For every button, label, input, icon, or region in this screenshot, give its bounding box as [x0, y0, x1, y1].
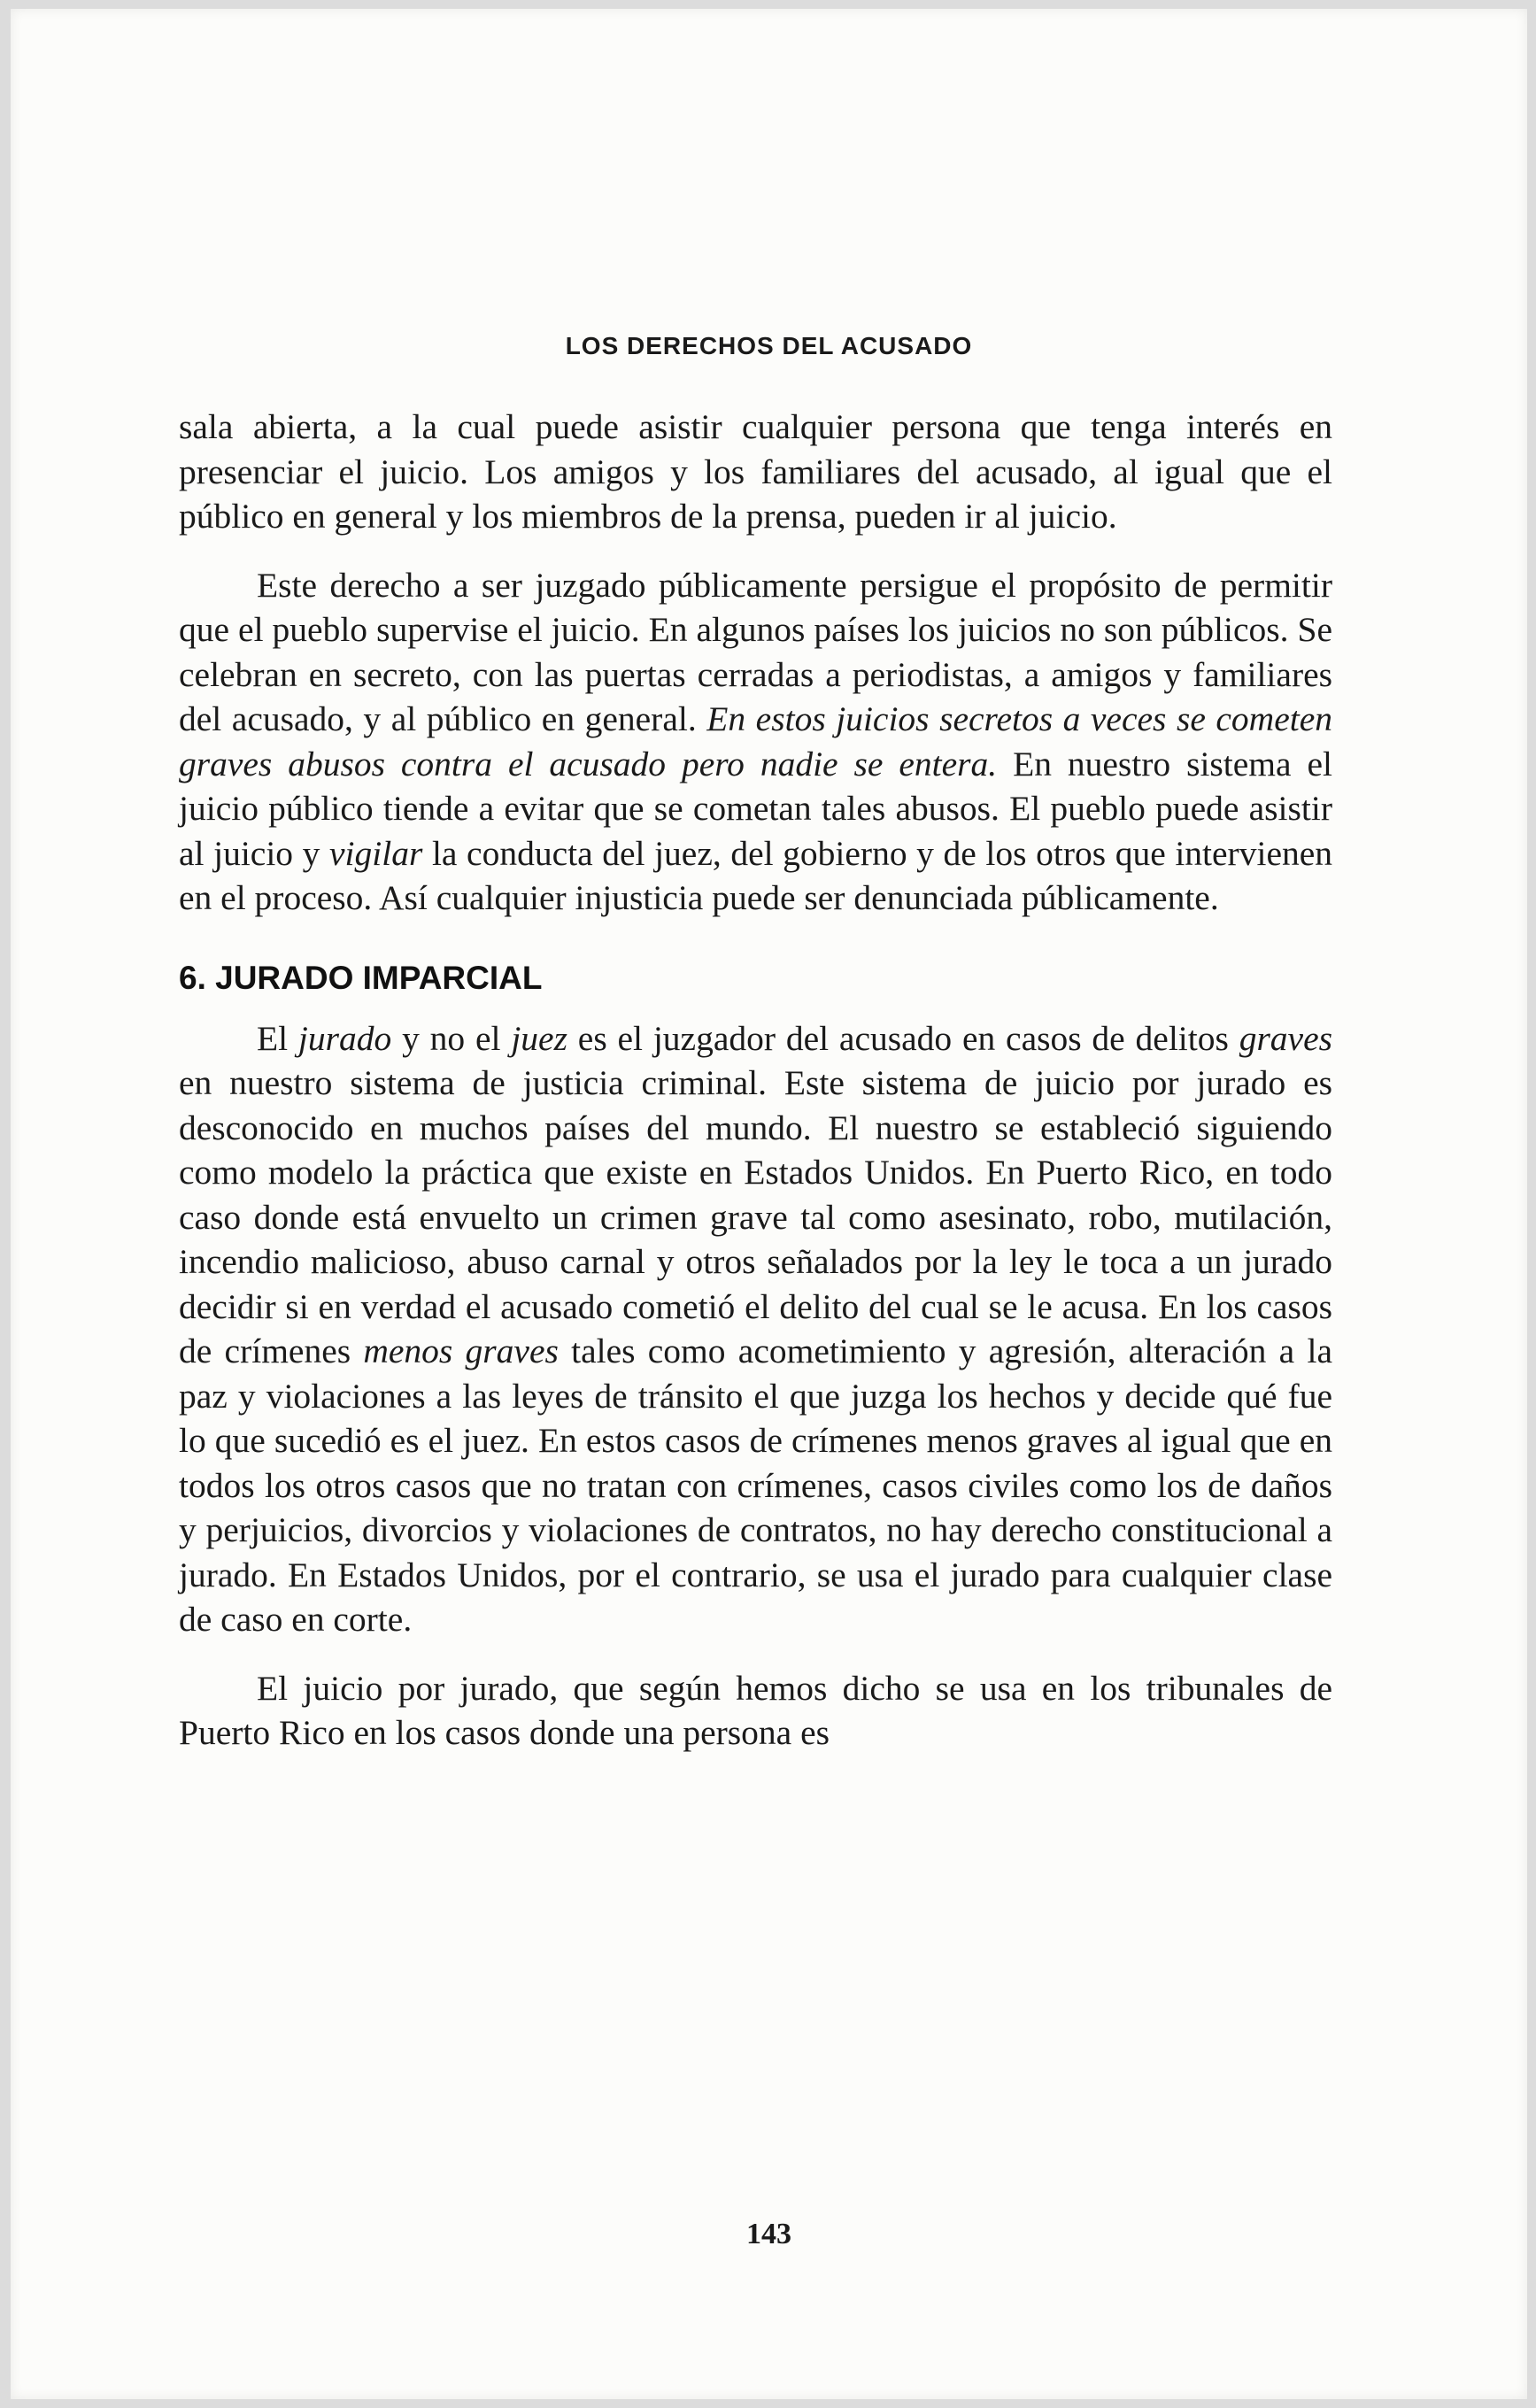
paragraph-2-text-a: Este derecho a ser juzgado públicamente persigue el propósito de permitir que el pueblo supervise el juicio. En algunos países los juicios no son públicos. Se celebran en secreto, con las puertas cerradas a periodistas, a amigos y familiares del acusado, y al público en general.: [179, 565, 1332, 738]
paragraph-3-italic-graves: graves: [1239, 1018, 1332, 1058]
paragraph-2-text-b: En nuestro sistema el juicio público tiende a evitar que se cometan tales abusos. El pueblo puede asistir al juicio y: [179, 744, 1332, 873]
paragraph-3-text-a: El: [257, 1018, 298, 1058]
page-number: 143: [746, 2218, 791, 2250]
paragraph-3-text-c: es el juzgador del acusado en casos de delitos: [567, 1018, 1239, 1058]
running-header: LOS DERECHOS DEL ACUSADO: [565, 332, 973, 359]
paragraph-2-text-c: la conducta del juez, del gobierno y de los otros que intervienen en el proceso. Así cualquier injusticia puede ser denunciada públicamente.: [179, 833, 1333, 917]
book-page: [11, 9, 1527, 2399]
paragraph-2: [179, 563, 1332, 921]
section-heading: 6. JURADO IMPARCIAL: [179, 959, 543, 996]
paragraph-3-italic-juez: juez: [511, 1018, 567, 1058]
paragraph-3-italic-jurado: jurado: [297, 1018, 392, 1058]
paragraph-2-italic-secret-trials: En estos juicios secretos a veces se cometen graves abusos contra el acusado pero nadie se entera.: [179, 699, 1332, 783]
paragraph-4: El juicio por jurado, que según hemos dicho se usa en los tribunales de Puerto Rico en los casos donde una persona es: [179, 1668, 1332, 1752]
page-body: [179, 405, 1332, 1756]
paragraph-3-text-d: en nuestro sistema de justicia criminal. Este sistema de juicio por jurado es desconocido en muchos países del mundo. El nuestro se estableció siguiendo como modelo la práctica que existe en Estados Unidos. En Puerto Rico, en todo caso donde está envuelto un crimen grave tal como asesinato, robo, mutilación, incendio malicioso, abuso carnal y otros señalados por la ley le toca a un jurado decidir si en verdad el acusado cometió el delito del cual se le acusa. En los casos de crímenes: [179, 1063, 1332, 1370]
paragraph-1: sala abierta, a la cual puede asistir cualquier persona que tenga interés en presenciar el juicio. Los amigos y los familiares del acusado, al igual que el público en general y los miembros de la prensa, pueden ir al juicio.: [179, 407, 1332, 536]
paragraph-3-text-b: y no el: [391, 1018, 512, 1058]
paragraph-3-italic-menos-graves: menos graves: [363, 1331, 559, 1370]
paragraph-3-text-e: tales como acometimiento y agresión, alteración a la paz y violaciones a las leyes de tránsito el que juzga los hechos y decide qué fue lo que sucedió es el juez. En estos casos de crímenes menos graves al igual que en todos los otros casos que no tratan con crímenes, casos civiles como los de daños y perjuicios, divorcios y violaciones de contratos, no hay derecho constitucional a jurado. En Estados Unidos, por el contrario, se usa el jurado para cualquier clase de caso en corte.: [179, 1331, 1332, 1639]
paragraph-2-italic-vigilar: vigilar: [329, 833, 423, 873]
paragraph-3: [179, 1016, 1332, 1642]
